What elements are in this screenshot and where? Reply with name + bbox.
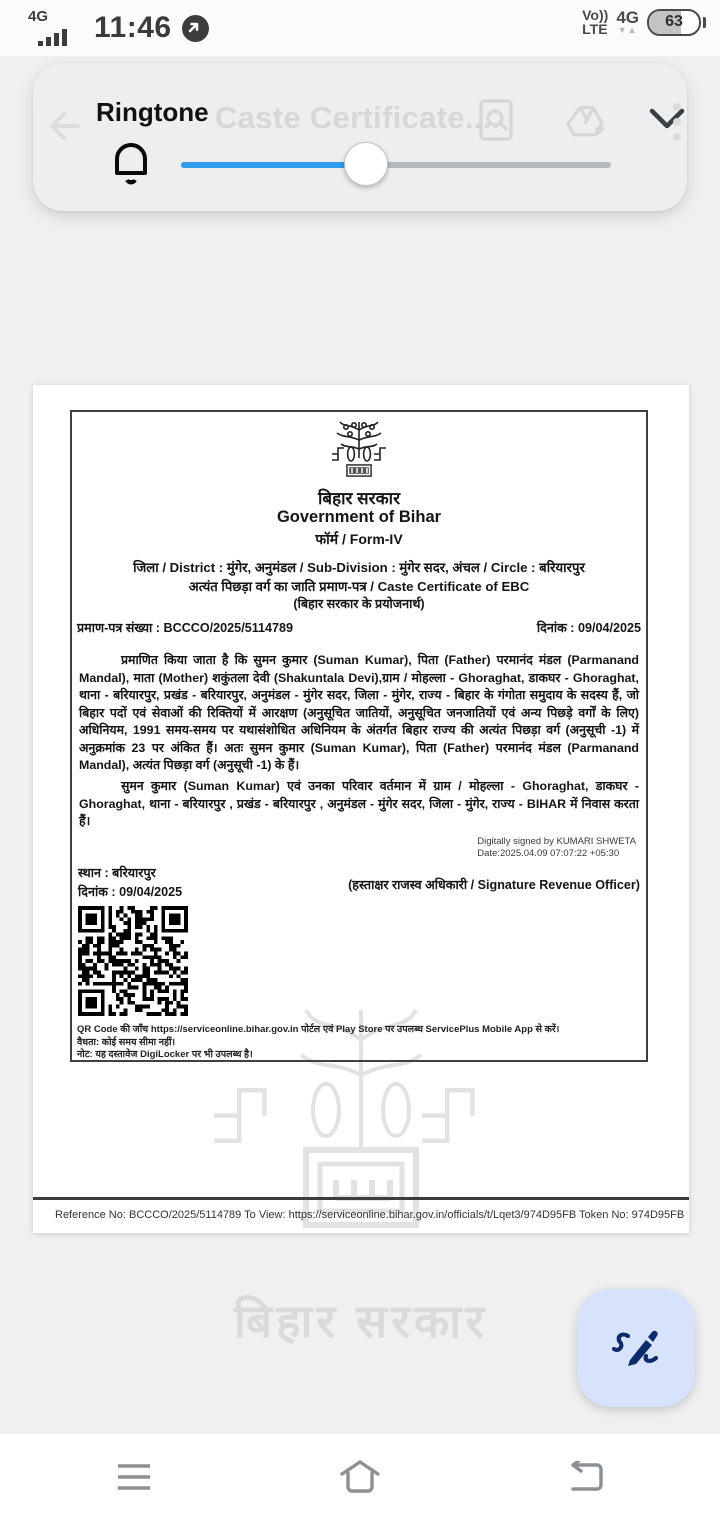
home-button[interactable] [336, 1453, 384, 1501]
date-label: दिनांक : 09/04/2025 [78, 885, 183, 899]
certificate-notes: QR Code की जाँच https://serviceonline.bihar.gov.in पोर्टल एवं Play Store पर उपलब्ध ServicePlus Mobile App से करें। वैधता: कोई समय सीमा नहीं। नोट: यह दस्तावेज DigiLocker पर भी उपलब्ध है। [77, 1024, 560, 1060]
status-bar [0, 0, 720, 56]
volume-stream-title: Ringtone [96, 97, 209, 127]
bihar-emblem-watermark: बिहार सरकार [196, 1000, 526, 1351]
sign-annotate-fab[interactable] [577, 1289, 695, 1407]
find-in-document-icon[interactable] [476, 98, 516, 142]
issue-date: दिनांक : 09/04/2025 [536, 621, 641, 635]
recents-button[interactable] [110, 1453, 158, 1501]
qr-code [78, 906, 188, 1016]
document-title: Caste Certificate.... [215, 100, 501, 135]
signature-officer-label: (हस्ताक्षर राजस्व अधिकारी / Signature Revenue Officer) [348, 878, 640, 892]
clock: 11:46 [94, 11, 172, 44]
ringtone-bell-icon [107, 135, 155, 187]
org-name-hindi: बिहार सरकार [317, 489, 401, 508]
certificate-paragraph-1: प्रमाणित किया जाता है कि सुमन कुमार (Suman Kumar), पिता (Father) परमानंद मंडल (Parmanand Mandal), माता (Mother) शकुंतला देवी (Shakuntala Devi),ग्राम / मोहल्ला - Ghoraghat, डाकघर - Ghoraghat, थाना - बरियारपुर, प्रखंड - बरियारपुर, अनुमंडल - मुंगेर सदर, जिला - मुंगेर, राज्य - बिहार के गंगोता समुदाय के सदस्य हैं, जो बिहार पदों एवं सेवाओं की रिक्तियों में आरक्षण (अनुसूचित जातियों, अनुसूचित जनजातियों एवं अन्य पिछड़े वर्गों के लिए) अधिनियम, 1991 समय-समय पर यथासंशोधित अधिनियम के अंतर्गत बिहार राज्य की अत्यंत पिछड़ा वर्ग (अनुसूची -1) में अनुक्रमांक 23 पर अंकित हैं। अतः सुमन कुमार (Suman Kumar), पिता (Father) परमानंद मंडल (Parmanand Mandal), अत्यंत पिछड़ा वर्ग (अनुसूची -1) के हैं। [79, 653, 639, 772]
certificate-paragraph-2: सुमन कुमार (Suman Kumar) एवं उनका परिवार वर्तमान में ग्राम / मोहल्ला - Ghoraghat, डाकघर - Ghoraghat, थाना - बरियारपुर , प्रखंड - बरियारपुर , अनुमंडल - मुंगेर सदर, जिला - मुंगेर, राज्य - BIHAR में निवास करता हैं। [79, 779, 639, 828]
slider-thumb[interactable] [344, 142, 388, 186]
bihar-government-logo [320, 418, 398, 488]
place-label: स्थान : बरियारपुर [78, 866, 156, 880]
back-icon[interactable] [42, 104, 82, 148]
signature-pen-icon [610, 1322, 662, 1374]
form-number: फॉर्म / Form-IV [315, 531, 403, 547]
district-line: जिला / District : मुंगेर, अनुमंडल / Sub-Division : मुंगेर सदर, अंचल / Circle : बरियारपुर [133, 560, 585, 575]
reference-number-line: Reference No: BCCCO/2025/5114789 To View: https://serviceonline.bihar.gov.in/officials/t/Lqet3/974D95FB Token No: 974D95FB [55, 1209, 685, 1221]
back-button[interactable] [562, 1453, 610, 1501]
android-navigation-bar [0, 1434, 720, 1520]
certificate-number: प्रमाण-पत्र संख्या : BCCCO/2025/5114789 [77, 621, 294, 635]
data-saver-icon [182, 15, 209, 42]
pdf-page[interactable] [33, 385, 689, 1347]
battery-nub [703, 17, 706, 28]
add-to-drive-icon[interactable] [565, 100, 605, 144]
network-type-label: 4G [28, 8, 49, 25]
mobile-data-icon: 4G ▼▲ [616, 8, 639, 35]
footer-divider [33, 1197, 689, 1200]
digital-signature-stamp: Digitally signed by KUMARI SHWETA Date:2025.04.09 07:07:22 +05:30 [477, 836, 636, 859]
ringtone-volume-slider[interactable] [181, 141, 611, 187]
battery-percent: 63 [665, 13, 683, 30]
certificate-body [70, 410, 648, 1062]
overflow-menu-icon[interactable] [666, 100, 688, 144]
volte-icon: Vo)) LTE [582, 7, 609, 37]
signal-strength-icon [28, 8, 84, 48]
purpose-line: (बिहार सरकार के प्रयोजनार्थ) [293, 597, 425, 611]
certificate-title: अत्यंत पिछड़ा वर्ग का जाति प्रमाण-पत्र / Caste Certificate of EBC [188, 579, 530, 594]
org-name-english: Government of Bihar [276, 508, 442, 526]
battery-indicator [647, 9, 701, 36]
slider-fill [181, 162, 366, 168]
